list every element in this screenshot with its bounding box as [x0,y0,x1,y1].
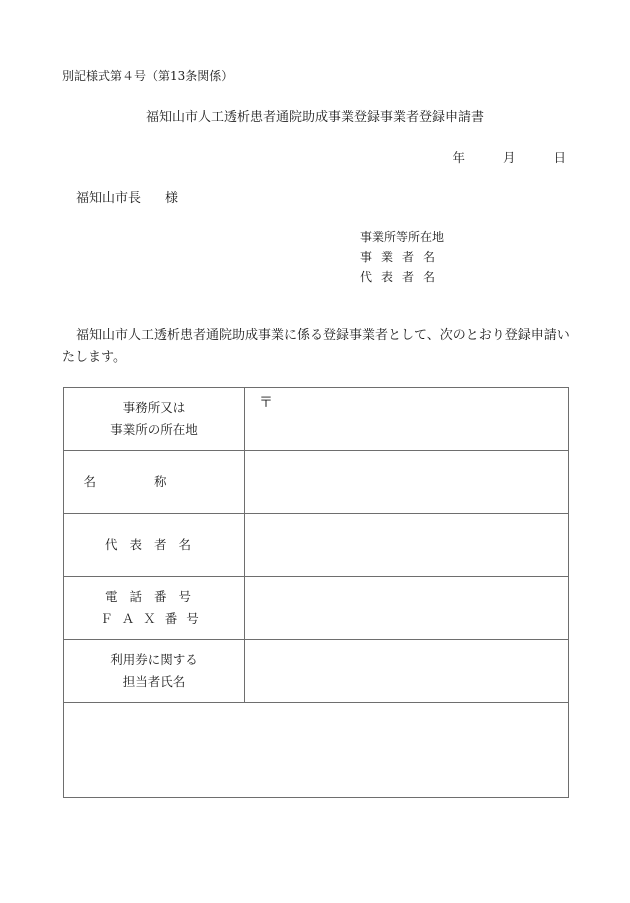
office-address-label [64,388,245,451]
application-table [63,387,569,798]
office-address-label-line2: 事業所の所在地 [110,422,198,437]
name-label [64,451,245,514]
applicant-block [360,227,444,287]
applicant-address-label: 事業所等所在地 [360,230,445,244]
date-day-label: 日 [553,150,566,165]
office-address-field[interactable] [245,388,569,451]
contact-person-label [64,640,245,703]
table-row-contact-person [64,640,569,703]
phone-fax-label [64,577,245,640]
representative-field[interactable] [245,514,569,577]
postal-mark-icon: 〒 [259,395,273,411]
addressee-name: 福知山市長 [76,191,142,206]
office-address-label-line1: 事務所又は [122,400,186,415]
document-title: 福知山市人工透析患者通院助成事業登録事業者登録申請書 [145,110,484,125]
date-line [446,148,566,166]
representative-label [64,514,245,577]
form-number: 別記様式第４号（第13条関係） [62,69,234,83]
table-row-free-space [64,703,569,798]
name-label-text: 名称 [83,474,225,489]
table-row-office-address [64,388,569,451]
contact-person-field[interactable] [245,640,569,703]
applicant-business-label: 事業者名 [360,250,445,264]
table-row-phone-fax [64,577,569,640]
table-row-name [64,451,569,514]
addressee-honorific: 様 [165,191,179,206]
name-field[interactable] [245,451,569,514]
applicant-representative-label: 代表者名 [360,270,445,284]
phone-label: 電話番号 [104,589,203,604]
application-statement: 福知山市人工透析患者通院助成事業に係る登録事業者として、次のとおり登録申請いたします。 [62,328,570,365]
contact-label-line2: 担当者氏名 [122,674,186,689]
date-year-label: 年 [452,150,465,165]
date-month-label: 月 [502,150,516,165]
free-space-field[interactable] [64,703,569,798]
addressee [76,187,178,206]
fax-label: ＦＡＸ番号 [100,611,208,626]
table-row-representative [64,514,569,577]
contact-label-line1: 利用券に関する [110,652,198,667]
phone-fax-field[interactable] [245,577,569,640]
representative-label-text: 代表者名 [104,537,203,552]
